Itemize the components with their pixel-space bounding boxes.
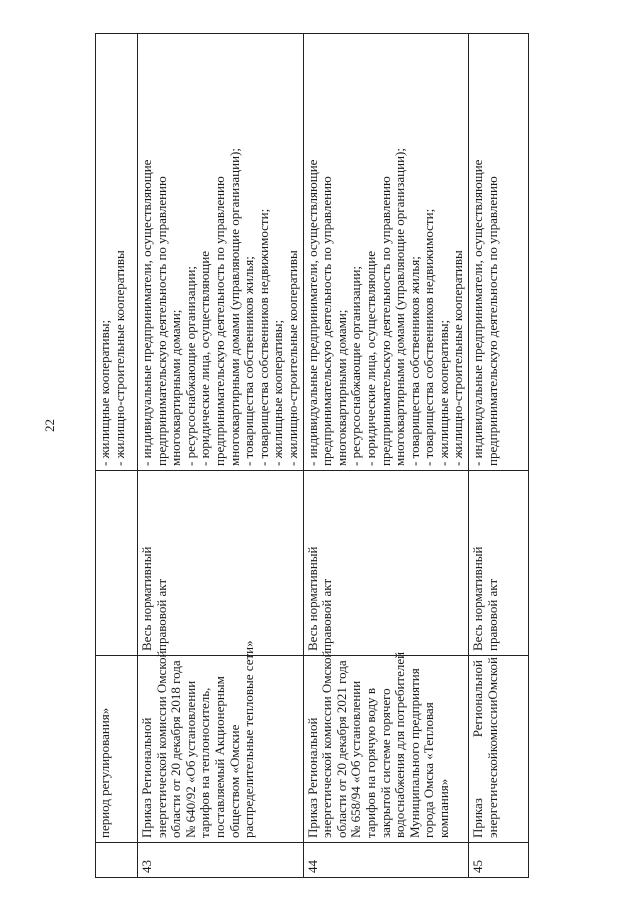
scope-cell bbox=[138, 471, 304, 656]
act-title-line: энергетической комиссии Омской bbox=[319, 650, 335, 838]
row-number: 45 bbox=[469, 843, 529, 878]
subject-line: многоквартирными домами (управляющие организации); bbox=[392, 148, 408, 466]
act-title-line: области от 20 декабря 2021 года bbox=[333, 660, 349, 838]
act-title-line: области от 20 декабря 2018 года bbox=[168, 660, 184, 838]
subject-line: - жилищные кооперативы; bbox=[97, 319, 112, 466]
scope-line: Весь нормативный bbox=[304, 546, 320, 651]
subject-line: - товарищества собственников недвижимости; bbox=[421, 208, 437, 466]
subject-line: - товарищества собственников жилья; bbox=[406, 256, 422, 466]
subject-line: - ресурсоснабжающие организации; bbox=[182, 265, 198, 466]
act-title-line: тарифов на горячую воду в bbox=[362, 687, 378, 838]
act-title-line: № 640/92 «Об установлении bbox=[182, 680, 198, 838]
table-row bbox=[303, 34, 469, 878]
act-title-line: № 658/94 «Об установлении bbox=[348, 680, 364, 838]
act-title-line: распределительные тепловые сети» bbox=[241, 640, 257, 838]
acts-table-body bbox=[96, 34, 529, 878]
row-number: 44 bbox=[303, 843, 469, 878]
act-title-line: Муниципального предприятия bbox=[406, 668, 422, 838]
act-title-cell bbox=[138, 640, 304, 843]
act-title-line: Приказ Региональной bbox=[139, 717, 154, 838]
act-title-line: компания» bbox=[435, 778, 451, 838]
act-title-word: Омской bbox=[484, 657, 500, 700]
subject-line: многоквартирными домами; bbox=[168, 309, 184, 466]
subject-line: - жилищные кооперативы; bbox=[435, 319, 451, 466]
subjects-cell bbox=[303, 34, 469, 471]
act-title-cell bbox=[96, 656, 138, 843]
row-number: 43 bbox=[138, 843, 304, 878]
subject-line: предпринимательскую деятельность по управлению bbox=[211, 176, 227, 466]
scope-line: правовой акт bbox=[484, 578, 500, 651]
act-title-line: водоснабжения для потребителей bbox=[392, 651, 408, 838]
scope-cell bbox=[96, 471, 138, 656]
act-title-word: энергетической bbox=[484, 752, 500, 838]
subject-line: - жилищные кооперативы; bbox=[270, 319, 286, 466]
subject-line: многоквартирными домами; bbox=[333, 309, 349, 466]
subject-line: - юридические лица, осуществляющие bbox=[362, 250, 378, 466]
act-title-line: энергетической комиссии Омской bbox=[153, 650, 169, 838]
table-row bbox=[96, 34, 138, 878]
subject-line: - ресурсоснабжающие организации; bbox=[348, 265, 364, 466]
act-title-line bbox=[484, 657, 501, 838]
subject-line: предпринимательскую деятельность по управлению bbox=[377, 176, 393, 466]
subject-line: - жилищно-строительные кооперативы bbox=[450, 250, 466, 466]
acts-table bbox=[95, 33, 529, 878]
scope-line: правовой акт bbox=[319, 578, 335, 651]
subjects-cell bbox=[96, 34, 138, 471]
scope-line: правовой акт bbox=[153, 578, 169, 651]
scope-cell bbox=[303, 471, 469, 656]
act-title-line bbox=[471, 660, 486, 838]
subject-line: - товарищества собственников недвижимости; bbox=[255, 208, 271, 466]
act-title-word: Региональной bbox=[470, 660, 486, 738]
act-title-line: города Омска «Тепловая bbox=[421, 702, 437, 838]
act-title-line: период регулирования» bbox=[97, 707, 112, 838]
subject-line: - индивидуальные предприниматели, осуществляющие bbox=[470, 159, 486, 466]
subject-line: - жилищно-строительные кооперативы bbox=[284, 250, 300, 466]
act-title-line: обществом «Омские bbox=[226, 724, 242, 838]
act-title-line: поставляемый Акционерным bbox=[211, 676, 227, 838]
subject-line: - жилищно-строительные кооперативы bbox=[111, 250, 127, 466]
subject-line: - индивидуальные предприниматели, осуществляющие bbox=[304, 159, 320, 466]
subject-line: - юридические лица, осуществляющие bbox=[197, 250, 213, 466]
subject-line: предпринимательскую деятельность по управлению bbox=[153, 176, 169, 466]
act-title-line: тарифов на теплоноситель, bbox=[197, 687, 213, 838]
subject-line: - товарищества собственников жилья; bbox=[241, 256, 257, 466]
act-title-cell bbox=[469, 656, 529, 843]
act-title-cell bbox=[303, 650, 469, 843]
act-title-line: закрытой системе горячего bbox=[377, 688, 393, 838]
act-title-line: Приказ Региональной bbox=[304, 717, 320, 838]
subject-line: предпринимательскую деятельность по управлению bbox=[484, 176, 500, 466]
act-title-word: Приказ bbox=[470, 798, 486, 838]
table-row bbox=[469, 34, 529, 878]
scope-cell bbox=[469, 471, 529, 656]
subject-line: предпринимательскую деятельность по управлению bbox=[319, 176, 335, 466]
rotated-page bbox=[95, 33, 585, 878]
table-row bbox=[138, 34, 304, 878]
page-number: 22 bbox=[42, 419, 57, 432]
scope-line: Весь нормативный bbox=[470, 546, 486, 651]
row-number bbox=[96, 843, 138, 878]
subjects-cell bbox=[469, 34, 529, 471]
scope-line: Весь нормативный bbox=[139, 546, 154, 651]
subjects-cell bbox=[138, 34, 304, 471]
subject-line: многоквартирными домами (управляющие организации); bbox=[226, 148, 242, 466]
subject-line: - индивидуальные предприниматели, осуществляющие bbox=[139, 159, 154, 466]
act-title-word: комиссии bbox=[484, 699, 500, 753]
